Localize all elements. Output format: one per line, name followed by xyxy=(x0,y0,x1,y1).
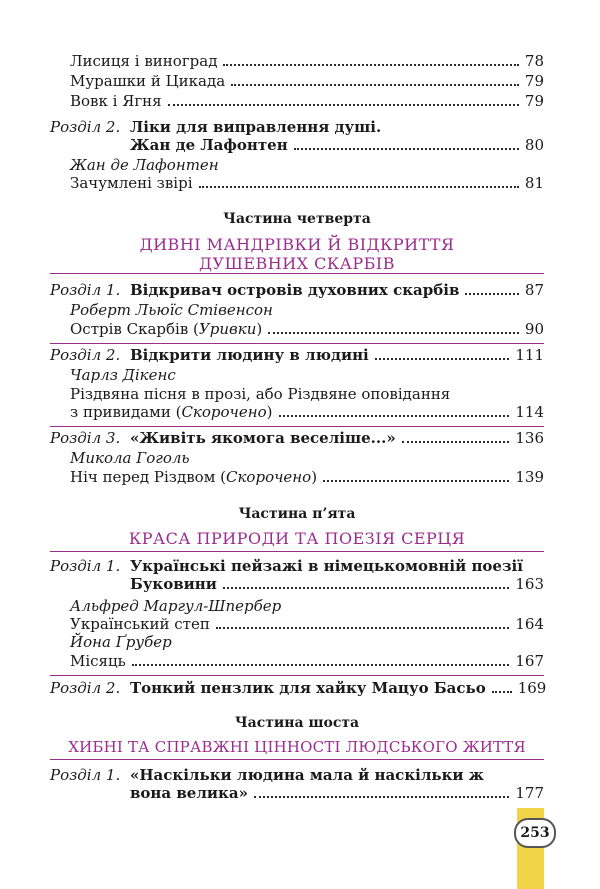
dot-leader xyxy=(323,480,509,482)
divider xyxy=(50,675,544,676)
section-label: Розділ 3. xyxy=(50,429,121,447)
section-title: Жан де Лафонтен xyxy=(130,136,288,154)
entry-page: 81 xyxy=(524,174,544,192)
entry-page: 114 xyxy=(515,403,544,421)
part-title: ДИВНІ МАНДРІВКИ Й ВІДКРИТТЯ xyxy=(139,235,455,254)
part-heading: Частина четверта xyxy=(223,211,371,227)
entry-page: 80 xyxy=(524,136,544,154)
author-line xyxy=(50,156,544,174)
entry-page: 79 xyxy=(524,72,544,90)
entry-title: з привидами (Скорочено) xyxy=(70,403,273,421)
divider xyxy=(50,343,544,344)
dot-leader xyxy=(492,691,512,693)
section-title: вона велика» xyxy=(130,784,248,802)
section-title: Українські пейзажі в німецькомовній поезії xyxy=(130,557,523,575)
entry-page: 167 xyxy=(515,652,544,670)
section-entry-cont[interactable] xyxy=(50,575,544,593)
section-title: Відкрити людину в людині xyxy=(130,346,369,364)
author-name: Жан де Лафонтен xyxy=(70,156,219,174)
author-line xyxy=(50,449,544,467)
toc-entry[interactable] xyxy=(50,52,544,70)
entry-page: 136 xyxy=(515,429,544,447)
entry-page: 111 xyxy=(515,346,544,364)
dot-leader xyxy=(375,358,510,360)
dot-leader xyxy=(231,84,519,86)
divider xyxy=(50,426,544,427)
divider xyxy=(50,759,544,760)
dot-leader xyxy=(254,796,509,798)
dot-leader xyxy=(268,332,519,334)
entry-page: 164 xyxy=(515,615,544,633)
author-name: Альфред Маргул-Шпербер xyxy=(70,597,282,615)
entry-page: 177 xyxy=(515,784,544,802)
section-title: «Наскільки людина мала й наскільки ж xyxy=(130,766,484,784)
section-label: Розділ 2. xyxy=(50,679,121,697)
dot-leader xyxy=(168,104,519,106)
part-title: ХИБНІ ТА СПРАВЖНІ ЦІННОСТІ ЛЮДСЬКОГО ЖИТТЯ xyxy=(68,738,526,756)
toc-entry[interactable] xyxy=(50,652,544,670)
section-title: «Живіть якомога веселіше...» xyxy=(130,429,396,447)
entry-title: Вовк і Ягня xyxy=(70,92,162,110)
part-title: КРАСА ПРИРОДИ ТА ПОЕЗІЯ СЕРЦЯ xyxy=(128,529,466,548)
section-title: Відкривач островів духовних скарбів xyxy=(130,281,460,299)
section-entry[interactable] xyxy=(50,766,544,784)
entry-page: 87 xyxy=(524,281,544,299)
section-title: Буковини xyxy=(130,575,217,593)
dot-leader xyxy=(294,148,519,150)
entry-page: 90 xyxy=(524,320,544,338)
author-line xyxy=(50,366,544,384)
page-number: 253 xyxy=(514,818,556,848)
section-entry[interactable] xyxy=(50,281,544,299)
section-label: Розділ 1. xyxy=(50,281,121,299)
divider xyxy=(50,273,544,274)
section-label: Розділ 1. xyxy=(50,766,121,784)
section-entry[interactable] xyxy=(50,679,547,697)
author-line xyxy=(50,301,544,319)
toc-entry[interactable] xyxy=(50,174,544,192)
toc-entry-cont[interactable] xyxy=(50,403,544,421)
toc-entry[interactable] xyxy=(50,320,544,338)
author-line xyxy=(50,633,544,651)
section-label: Розділ 1. xyxy=(50,557,121,575)
part-title: ДУШЕВНИХ СКАРБІВ xyxy=(199,254,395,273)
dot-leader xyxy=(402,441,510,443)
entry-title: Український степ xyxy=(70,615,210,633)
author-name: Йона Ґрубер xyxy=(70,633,172,651)
entry-title: Острів Скарбів (Уривки) xyxy=(70,320,263,338)
entry-title: Різдвяна пісня в прозі, або Різдвяне оповідання xyxy=(70,385,451,403)
part-heading: Частина шоста xyxy=(234,715,360,731)
entry-title: Лисиця і виноград xyxy=(70,52,218,70)
toc-entry[interactable] xyxy=(50,615,544,633)
section-entry[interactable] xyxy=(50,346,544,364)
divider xyxy=(50,551,544,552)
section-entry-cont[interactable] xyxy=(50,136,544,154)
part-heading: Частина п’ята xyxy=(238,506,356,522)
author-line xyxy=(50,597,544,615)
dot-leader xyxy=(279,415,510,417)
author-name: Роберт Льюїс Стівенсон xyxy=(70,301,273,319)
section-entry-cont[interactable] xyxy=(50,784,544,802)
toc-entry[interactable] xyxy=(50,468,544,486)
entry-title: Ніч перед Різдвом (Скорочено) xyxy=(70,468,318,486)
dot-leader xyxy=(216,627,510,629)
dot-leader xyxy=(132,664,510,666)
entry-title: Мурашки й Цикада xyxy=(70,72,226,90)
toc-entry[interactable] xyxy=(50,385,544,403)
section-title: Ліки для виправлення душі. xyxy=(130,118,382,136)
entry-page: 139 xyxy=(515,468,544,486)
author-name: Микола Гоголь xyxy=(70,449,190,467)
dot-leader xyxy=(465,293,519,295)
section-entry[interactable] xyxy=(50,557,544,575)
toc-entry[interactable] xyxy=(50,72,544,90)
entry-page: 78 xyxy=(524,52,544,70)
toc-entry[interactable] xyxy=(50,92,544,110)
section-entry[interactable] xyxy=(50,118,544,136)
section-label: Розділ 2. xyxy=(50,346,121,364)
section-entry[interactable] xyxy=(50,429,544,447)
entry-title: Місяць xyxy=(70,652,126,670)
entry-page: 169 xyxy=(517,679,547,697)
author-name: Чарлз Дікенс xyxy=(70,366,176,384)
section-label: Розділ 2. xyxy=(50,118,121,136)
dot-leader xyxy=(199,186,519,188)
dot-leader xyxy=(223,587,509,589)
section-title: Тонкий пензлик для хайку Мацуо Басьо xyxy=(130,679,486,697)
dot-leader xyxy=(223,64,518,66)
entry-page: 163 xyxy=(515,575,544,593)
entry-title: Зачумлені звірі xyxy=(70,174,193,192)
entry-page: 79 xyxy=(524,92,544,110)
